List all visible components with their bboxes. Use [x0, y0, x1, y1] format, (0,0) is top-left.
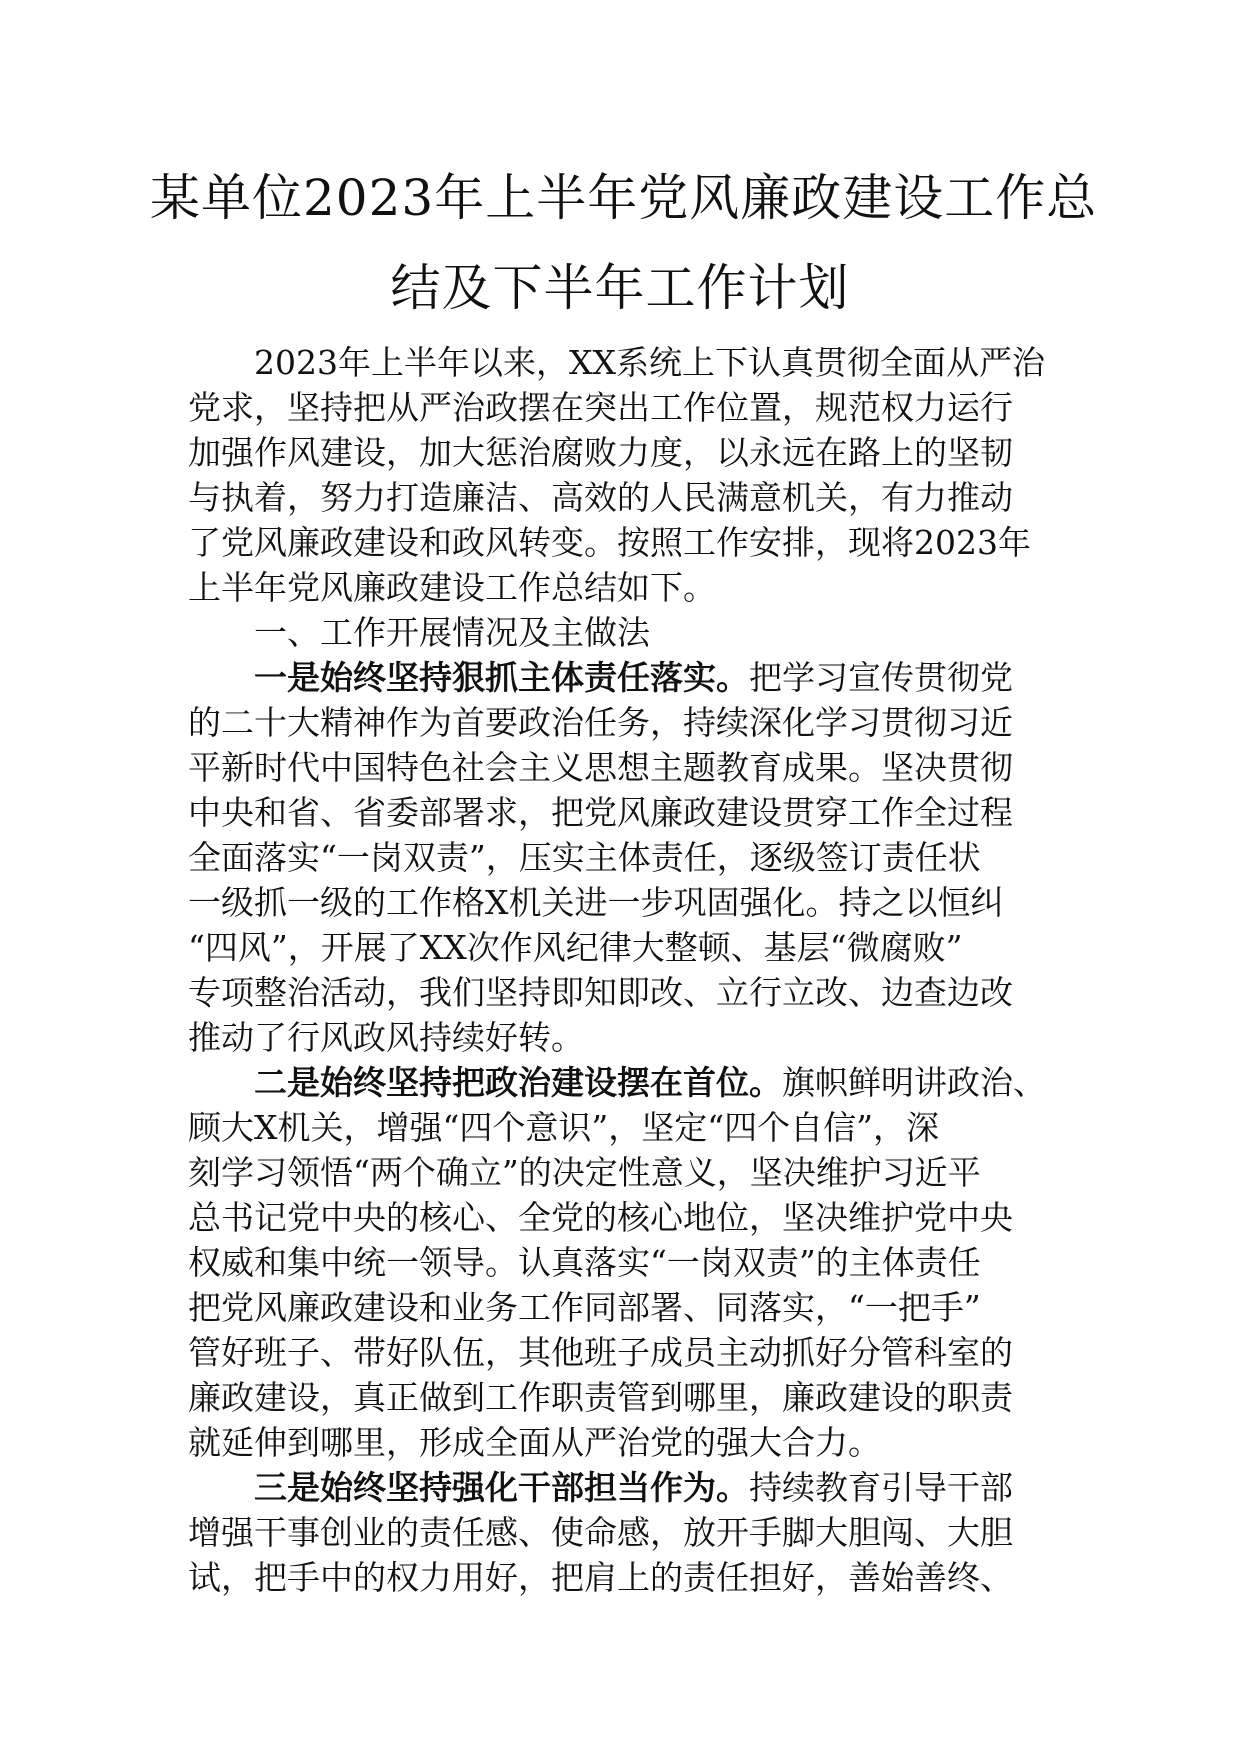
line-text: 把学习宣传贯彻党 — [749, 658, 1013, 697]
line-text: 平新时代中国特色社会主义思想主题教育成果。坚决贯彻 — [188, 748, 1013, 787]
document-body — [188, 340, 1058, 1600]
text-line — [188, 700, 1058, 745]
line-text: 与执着，努力打造廉洁、高效的人民满意机关，有力推动 — [188, 478, 1013, 517]
line-text: 2023年上半年以来，XX系统上下认真贯彻全面从严治 — [254, 343, 1045, 382]
text-line — [188, 1240, 1058, 1285]
document-title-line-2: 结及下半年工作计划 — [390, 259, 850, 317]
line-text: 把党风廉政建设和业务工作同部署、同落实，“一把手” — [188, 1288, 981, 1327]
line-text: 顾大X机关，增强“四个意识”，坚定“四个自信”，深 — [188, 1108, 939, 1147]
text-line — [188, 1195, 1058, 1240]
line-text: 持续教育引导干部 — [749, 1468, 1013, 1507]
line-text: 管好班子、带好队伍，其他班子成员主动抓好分管科室的 — [188, 1333, 1013, 1372]
line-text: 一、工作开展情况及主做法 — [254, 613, 650, 652]
text-line — [188, 1015, 1058, 1060]
line-text: 中央和省、省委部署求，把党风廉政建设贯穿工作全过程 — [188, 793, 1013, 832]
document-title-line-1: 某单位2023年上半年党风廉政建设工作总 — [150, 169, 1098, 227]
text-line — [188, 610, 1058, 655]
text-line — [188, 1330, 1058, 1375]
line-text: 增强干事创业的责任感、使命感，放开手脚大胆闯、大胆 — [188, 1513, 1013, 1552]
line-text: 旗帜鲜明讲政治、 — [782, 1063, 1046, 1102]
line-text: 上半年党风廉政建设工作总结如下。 — [188, 568, 716, 607]
text-line — [188, 1285, 1058, 1330]
line-text: 了党风廉政建设和政风转变。按照工作安排，现将2023年 — [188, 523, 1031, 562]
line-text: 党求，坚持把从严治政摆在突出工作位置，规范权力运行 — [188, 388, 1013, 427]
text-line — [188, 970, 1058, 1015]
line-text: 试，把手中的权力用好，把肩上的责任担好，善始善终、 — [188, 1558, 1013, 1597]
line-text: 推动了行风政风持续好转。 — [188, 1018, 584, 1057]
text-line — [188, 1105, 1058, 1150]
text-line — [188, 790, 1058, 835]
text-line — [188, 565, 1058, 610]
text-line — [188, 655, 1058, 700]
paragraph-lead-heading: 三是始终坚持强化干部担当作为。 — [254, 1468, 749, 1507]
line-text: 权威和集中统一领导。认真落实“一岗双责”的主体责任 — [188, 1243, 981, 1282]
text-line — [188, 1060, 1058, 1105]
line-text: 加强作风建设，加大惩治腐败力度，以永远在路上的坚韧 — [188, 433, 1013, 472]
paragraph-lead-heading: 二是始终坚持把政治建设摆在首位。 — [254, 1063, 782, 1102]
line-text: “四风”，开展了XX次作风纪律大整顿、基层“微腐败” — [188, 928, 963, 967]
line-text: 一级抓一级的工作格X机关进一步巩固强化。持之以恒纠 — [188, 883, 1004, 922]
line-text: 全面落实“一岗双责”，压实主体责任，逐级签订责任状 — [188, 838, 981, 877]
text-line — [188, 1510, 1058, 1555]
text-line — [188, 520, 1058, 565]
text-line — [188, 1375, 1058, 1420]
text-line — [188, 745, 1058, 790]
text-line — [188, 1555, 1058, 1600]
line-text: 就延伸到哪里，形成全面从严治党的强大合力。 — [188, 1423, 881, 1462]
line-text: 专项整治活动，我们坚持即知即改、立行立改、边查边改 — [188, 973, 1013, 1012]
paragraph-lead-heading: 一是始终坚持狠抓主体责任落实。 — [254, 658, 749, 697]
text-line — [188, 340, 1058, 385]
text-line — [188, 925, 1058, 970]
line-text: 的二十大精神作为首要政治任务，持续深化学习贯彻习近 — [188, 703, 1013, 742]
text-line — [188, 1420, 1058, 1465]
text-line — [188, 880, 1058, 925]
text-line — [188, 835, 1058, 880]
line-text: 总书记党中央的核心、全党的核心地位，坚决维护党中央 — [188, 1198, 1013, 1237]
text-line — [188, 1465, 1058, 1510]
text-line — [188, 1150, 1058, 1195]
line-text: 刻学习领悟“两个确立”的决定性意义，坚决维护习近平 — [188, 1153, 981, 1192]
text-line — [188, 475, 1058, 520]
line-text: 廉政建设，真正做到工作职责管到哪里，廉政建设的职责 — [188, 1378, 1013, 1417]
text-line — [188, 430, 1058, 475]
text-line — [188, 385, 1058, 430]
